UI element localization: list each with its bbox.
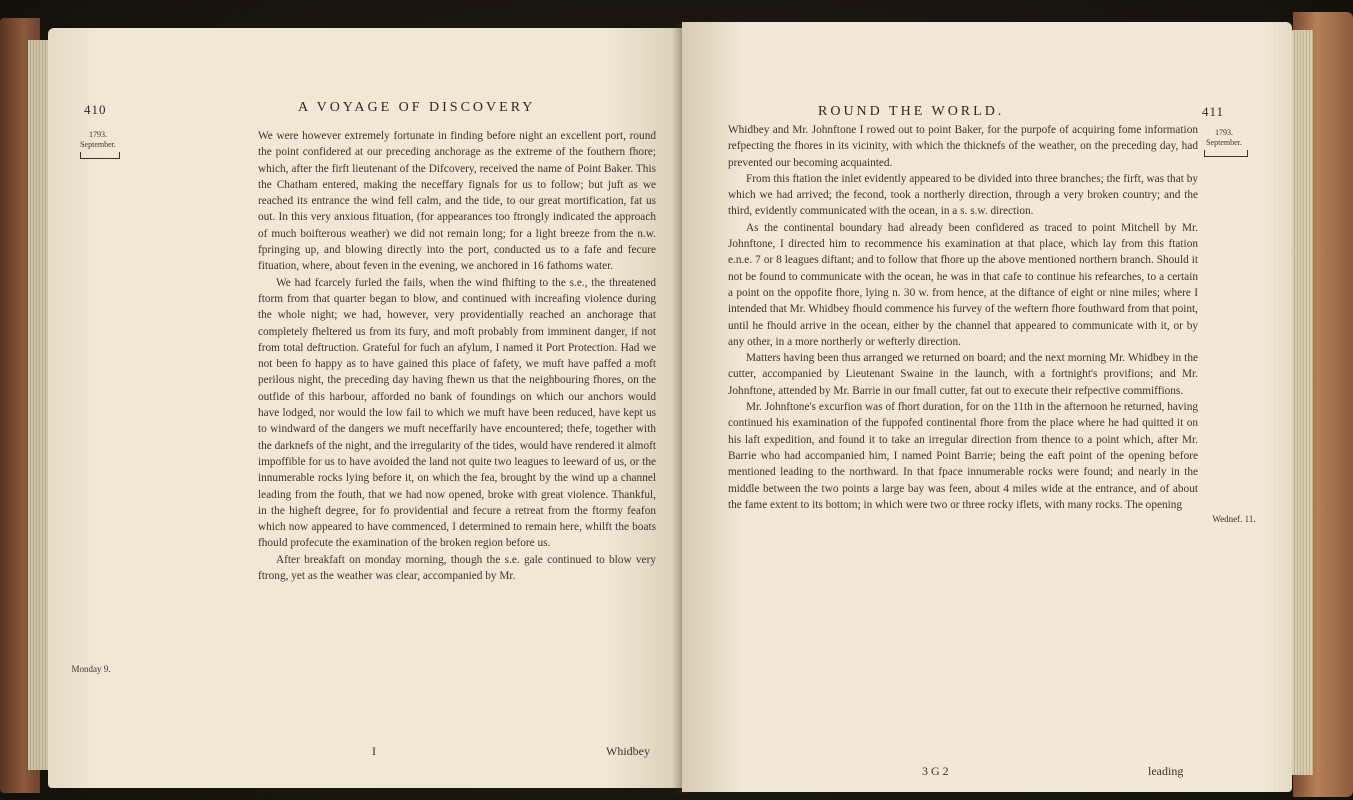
paragraph: Mr. Johnftone's excurfion was of fhort duration, for on the 11th in the afternoon he returned, having continued his examination of the fuppofed continental fhore from the place where he had quitted it on his laft expedition, and found it to take an irregular direction from thence to a point which, after Mr. Barrie who had accompanied him, I named Point Barrie; being the eaft point of the opening before mentioned leading to the northward. In that fpace innumerable rocks were found; and nearly in the middle between the two points a large bay was feen, about 4 miles wide at the entrance, and of about the fame extent to its bottom; in which were two or three rocky iflets, with many rocks. The opening [728,401,1198,511]
left-page [48,28,682,788]
margin-date [1202,128,1246,148]
page-number: 411 [1202,104,1225,119]
margin-month: September. [80,140,116,149]
paragraph: We had fcarcely furled the fails, when the wind fhifting to the s.e., the threatened ftorm from that quarter began to blow, and continued with increafing violence during the whole night; we had, however, very providentially reached an anchorage that completely fheltered us from its fury, and moft probably from imminent danger, if not from total deftruction. Grateful for fuch an afylum, I named it Port Protection. Had we not been fo happy as to have gained this place of fafety, we muft have paffed a moft perilous night, the preceding day having fhewn us that the neighbouring fhores, on the outfide of this harbour, afforded no bank of foundings on which our anchors would have lodged, nor would the low fail to which we muft have been reduced, have kept us to windward of the dangers we muft neceffarily have encountered; thefe, together with the darknefs of the night, and the irregularity of the tides, would have rendered it almoft impoffible for us to have avoided the land not quite two leagues to leeward of us, or the innumerable rocks lying before it, on which the fea, brought by the wind up a channel leading from the fouth, that we had now opened, broke with great violence. Thankful, in the higheft degree, for fo providential and fecure a retreat from the ftormy feafon which now appeared to have commenced, I determined to remain here, whilft the boats fhould profecute the examination of the broken region before us. [258,276,656,550]
paragraph: After breakfaft on monday morning, though the s.e. gale continued to blow very ftrong, yet as the weather was clear, accompanied by Mr. [258,553,656,583]
body-text [258,128,656,584]
margin-brace [80,152,120,159]
paragraph: Whidbey and Mr. Johnftone I rowed out to point Baker, for the purpofe of acquiring fome information refpecting the fhores in its vicinity, with which the thicknefs of the weather, on the preceding day, had prevented our becoming acquainted. [728,124,1198,169]
margin-month: September. [1206,138,1242,147]
catchword: Whidbey [606,744,650,758]
catchword: leading [1148,764,1184,778]
paragraph: We were however extremely fortunate in finding before night an excellent port, round the point confidered at our preceding anchorage as the extreme of the fouthern fhore; which, after the firft lieutenant of the Difcovery, received the name of Point Baker. This the Chatham entered, making the neceffary fignals for us to follow; but juft as we reached its entrance the wind fell calm, and the tide, to our great mortification, fat us out. In this very anxious fituation, (for appearances too ftrongly indicated the approach of much boifterous weather) we did not remain long; for a light breeze from the n.w. fpringing up, and blowing directly into the port, conducted us to a fafe and fecure fituation, where, about feven in the evening, we anchored in 16 fathoms water. [258,130,656,273]
margin-day: Monday 9. [71,664,111,674]
running-head: ROUND THE WORLD. [818,104,1005,119]
paragraph: Matters having been thus arranged we returned on board; and the next morning Mr. Whidbey in the cutter, accompanied by Lieutenant Swaine in the launch, with a fortnight's provifions; and Mr. Johnftone, attended by Mr. Barrie in our fmall cutter, fat out to execute their refpective commiffions. [728,352,1198,397]
margin-date [78,130,118,150]
margin-year: 1793. [1215,128,1233,137]
paragraph: From this ftation the inlet evidently appeared to be divided into three branches; the firft, was that by which we had arrived; the fecond, took a northerly direction, through a very broken country; and the third, evidently communicated with the ocean, in a s. s.w. direction. [728,172,1198,218]
margin-year: 1793. [89,130,107,139]
body-text [728,122,1198,513]
margin-day: Wednef. 11. [1212,514,1256,524]
signature-mark: I [372,744,376,758]
running-head: A VOYAGE OF DISCOVERY [298,100,536,115]
signature-mark: 3 G 2 [922,764,949,778]
right-page [682,22,1292,792]
paragraph: As the continental boundary had already been confidered as traced to point Mitchell by Mr. Johnftone, I directed him to recommence his examination at that place, which lay from this ftation e.n.e. 7 or 8 leagues diftant; and to follow that fhore up the above mentioned northern branch. Should it not be found to communicate with the ocean, he was in that cafe to continue his refearches, to a certain a point on the oppofite fhore, lying n. 30 w. from hence, at the diftance of eight or nine miles; where I intended that Mr. Whidbey fhould commence his furvey of the weftern fhore fouthward from that point, until he fhould arrive in the ocean, either by the channel that appeared to communicate with it, or by any other, in a more northerly or wefterly direction. [728,221,1198,348]
page-number: 410 [84,102,107,117]
margin-brace [1204,150,1248,157]
